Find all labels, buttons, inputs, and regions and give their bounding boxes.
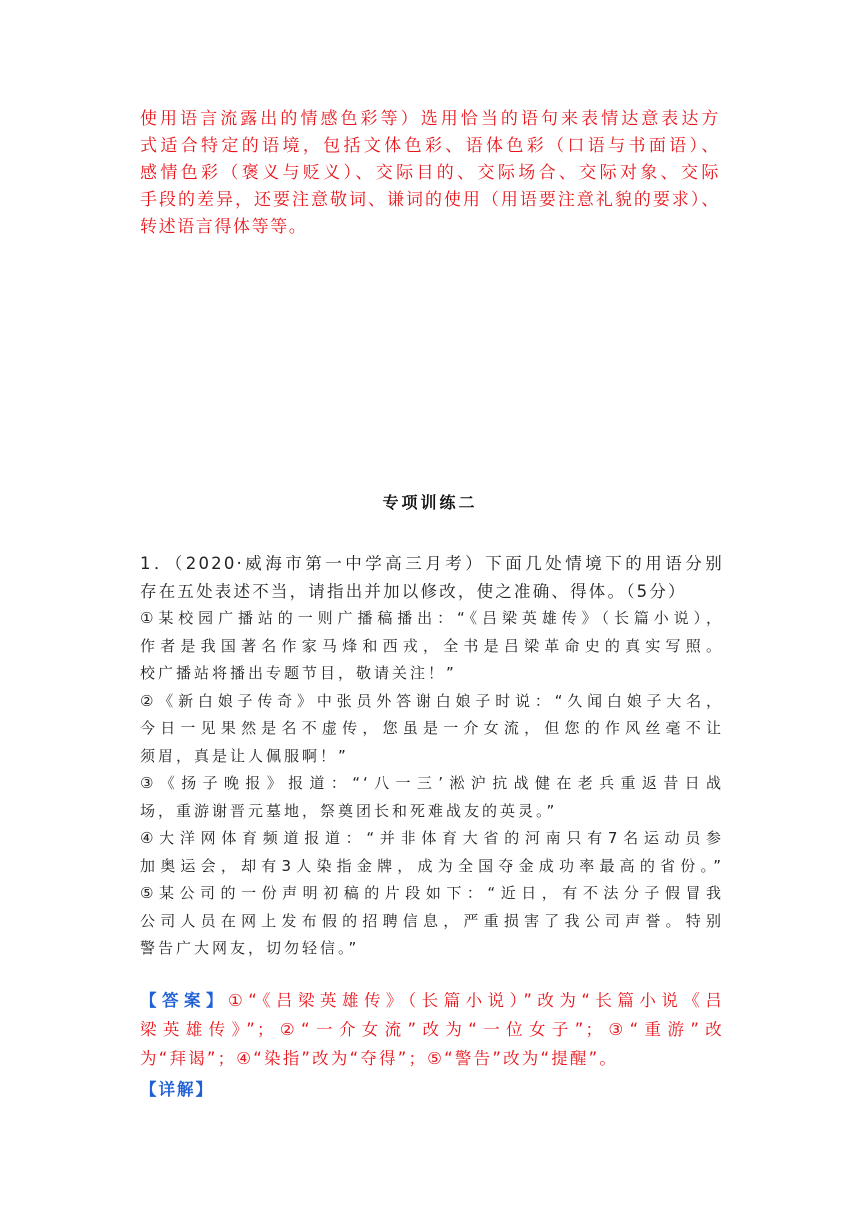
- intro-line: 使用语言流露出的情感色彩等）选用恰当的语句来表情达意表达方: [140, 109, 720, 129]
- item-line: 须眉，真是让人佩服啊！”: [140, 746, 349, 765]
- item-line: 警告广大网友，切勿轻信。”: [140, 939, 360, 957]
- item-line: ⑤某公司的一份声明初稿的片段如下：“近日，有不法分子假冒我: [140, 884, 724, 902]
- item-line: 作者是我国著名作家马烽和西戎，全书是吕梁革命史的真实写照。: [140, 636, 724, 655]
- item-line: 场，重游谢晋元墓地，祭奠团长和死难战友的英灵。”: [140, 801, 558, 820]
- answer-line: 为“拜谒”；④“染指”改为“夺得”；⑤“警告”改为“提醒”。: [140, 1049, 619, 1068]
- intro-line: 式适合特定的语境，包括文体色彩、语体色彩（口语与书面语）、: [140, 136, 720, 156]
- item-line: ①某校园广播站的一则广播稿播出：“《吕梁英雄传》（长篇小说），: [140, 609, 724, 627]
- intro-line: 感情色彩（褒义与贬义）、交际目的、交际场合、交际对象、交际: [140, 163, 720, 183]
- question-item-1: [140, 605, 724, 688]
- item-line: ②《新白娘子传奇》中张员外答谢白娘子时说：“久闻白娘子大名，: [140, 691, 724, 710]
- question-item-2: [140, 688, 724, 771]
- answer-block: [140, 986, 724, 1073]
- item-line: ③《扬子晚报》报道：“‘八一三’淞沪抗战健在老兵重返昔日战: [140, 774, 724, 792]
- question-stem: [140, 550, 724, 605]
- item-line: 公司人员在网上发布假的招聘信息，严重损害了我公司声誉。特别: [140, 911, 724, 930]
- item-line: 校广播站将播出专题节目，敬请关注！”: [140, 664, 457, 682]
- question-block: [140, 550, 724, 963]
- answer-label: 【答案】: [140, 991, 228, 1010]
- question-item-5: [140, 880, 724, 963]
- detail-label: 【详解】: [140, 1080, 214, 1099]
- question-line: 存在五处表述不当，请指出并加以修改，使之准确、得体。（5分）: [140, 581, 687, 601]
- section-title: 专项训练二: [382, 493, 478, 512]
- question-line: 1．（2020·威海市第一中学高三月考）下面几处情境下的用语分别: [140, 554, 724, 573]
- item-line: ④大洋网体育频道报道：“并非体育大省的河南只有7名运动员参: [140, 829, 724, 847]
- intro-line: 转述语言得体等等。: [140, 217, 308, 237]
- answer-line: 梁英雄传》”；②“一介女流”改为“一位女子”；③“重游”改: [140, 1020, 724, 1039]
- item-line: 今日一见果然是名不虚传，您虽是一介女流，但您的作风丝毫不让: [140, 719, 724, 737]
- answer-text: ①“《吕梁英雄传》（长篇小说）”改为“长篇小说《吕: [227, 991, 724, 1010]
- answer-line: [140, 986, 724, 1015]
- intro-line: 手段的差异，还要注意敬词、谦词的使用（用语要注意礼貌的要求）、: [140, 190, 720, 210]
- question-item-3: [140, 770, 724, 825]
- item-line: 加奥运会，却有3人染指金牌，成为全国夺金成功率最高的省份。”: [140, 856, 724, 875]
- intro-paragraph: [140, 106, 720, 241]
- question-item-4: [140, 825, 724, 880]
